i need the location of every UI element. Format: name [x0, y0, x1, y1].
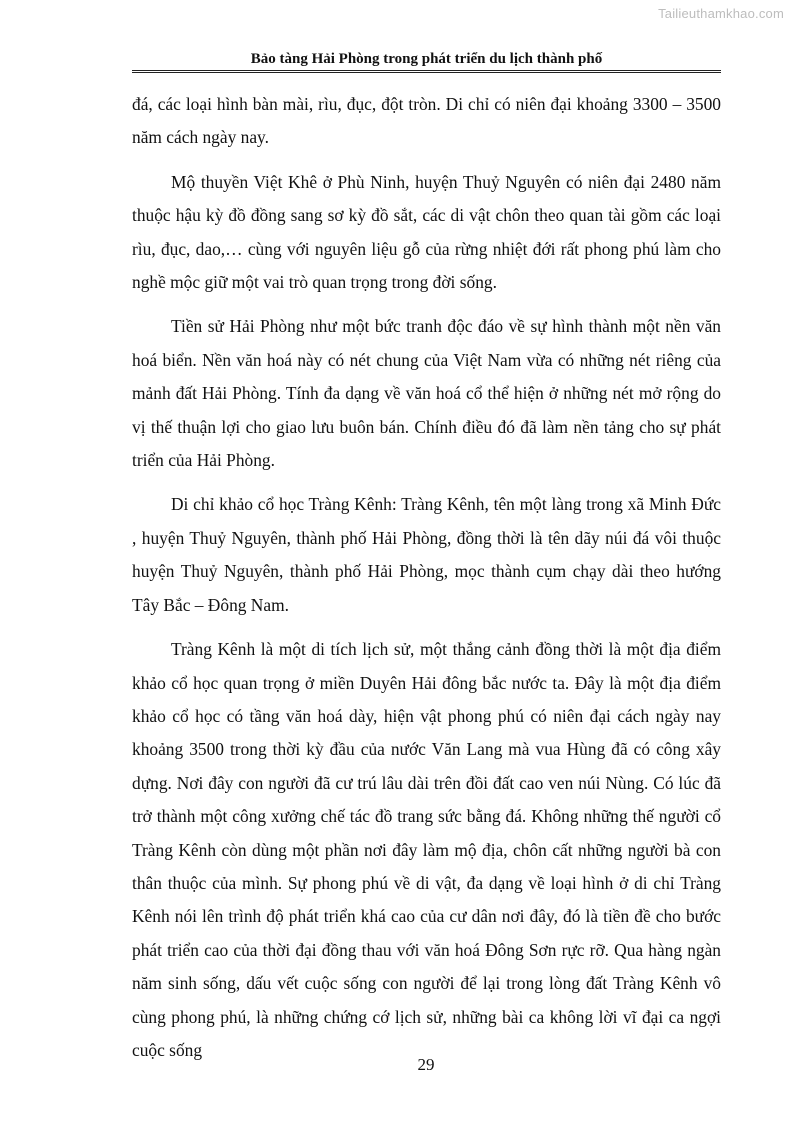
header-title: Bảo tàng Hải Phòng trong phát triển du lịch thành phố: [250, 51, 603, 67]
page-number: 29: [417, 1055, 435, 1074]
paragraph-viet-khe-tomb: Mộ thuyền Việt Khê ở Phù Ninh, huyện Thuỷ Nguyên có niên đại 2480 năm thuộc hậu kỳ đồ đồng sang sơ kỳ đồ sắt, các di vật chôn theo quan tài gồm các loại rìu, đục, dao,… cùng với nguyên liệu gỗ của rừng nhiệt đới rất phong phú làm cho nghề mộc giữ một vai trò quan trọng trong đời sống.: [132, 171, 721, 293]
paragraph-continuation: đá, các loại hình bàn mài, rìu, đục, đột tròn. Di chỉ có niên đại khoảng 3300 – 3500 năm cách ngày nay.: [132, 94, 721, 148]
paragraph-trang-kenh-site: Di chỉ khảo cổ học Tràng Kênh: Tràng Kênh, tên một làng trong xã Minh Đức , huyện Thuỷ Nguyên, thành phố Hải Phòng, đồng thời là tên dãy núi đá vôi thuộc huyện Thuỷ Nguyên, thành phố Hải Phòng, mọc thành cụm chạy dài theo hướng Tây Bắc – Đông Nam.: [132, 494, 721, 615]
document-body: [132, 88, 721, 1078]
paragraph-trang-kenh-history: Tràng Kênh là một di tích lịch sử, một thắng cảnh đồng thời là một địa điểm khảo cổ học quan trọng ở miền Duyên Hải đông bắc nước ta. Đây là một địa điểm khảo cổ học có tầng văn hoá dày, hiện vật phong phú có niên đại cách ngày nay khoảng 3500 trong thời kỳ đầu của nước Văn Lang mà vua Hùng đã có công xây dựng. Nơi đây con người đã cư trú lâu dài trên đồi đất cao ven núi Nùng. Có lúc đã trở thành một công xưởng chế tác đồ trang sức bằng đá. Không những thế người cổ Tràng Kênh còn dùng một phần nơi đây làm mộ địa, chôn cất những người bà con thân thuộc của mình. Sự phong phú về di vật, đa dạng về loại hình ở di chỉ Tràng Kênh nói lên trình độ phát triển khá cao của cư dân nơi đây, đó là tiền đề cho bước phát triển cao của thời đại đồng thau với văn hoá Đông Sơn rực rỡ. Qua hàng ngàn năm sinh sống, dấu vết cuộc sống con người để lại trong lòng đất Tràng Kênh vô cùng phong phú, là những chứng cớ lịch sử, những bài ca không lời vĩ đại ca ngợi cuộc sống: [132, 639, 721, 1060]
paragraph-prehistory: Tiền sử Hải Phòng như một bức tranh độc đáo về sự hình thành một nền văn hoá biển. Nền văn hoá này có nét chung của Việt Nam vừa có những nét riêng của mảnh đất Hải Phòng. Tính đa dạng về văn hoá cổ thể hiện ở những nét mở rộng do vị thế thuận lợi cho giao lưu buôn bán. Chính điều đó đã làm nền tảng cho sự phát triển của Hải Phòng.: [132, 316, 721, 471]
running-header: [132, 50, 721, 73]
watermark-text: Tailieuthamkhao.com: [658, 6, 784, 21]
